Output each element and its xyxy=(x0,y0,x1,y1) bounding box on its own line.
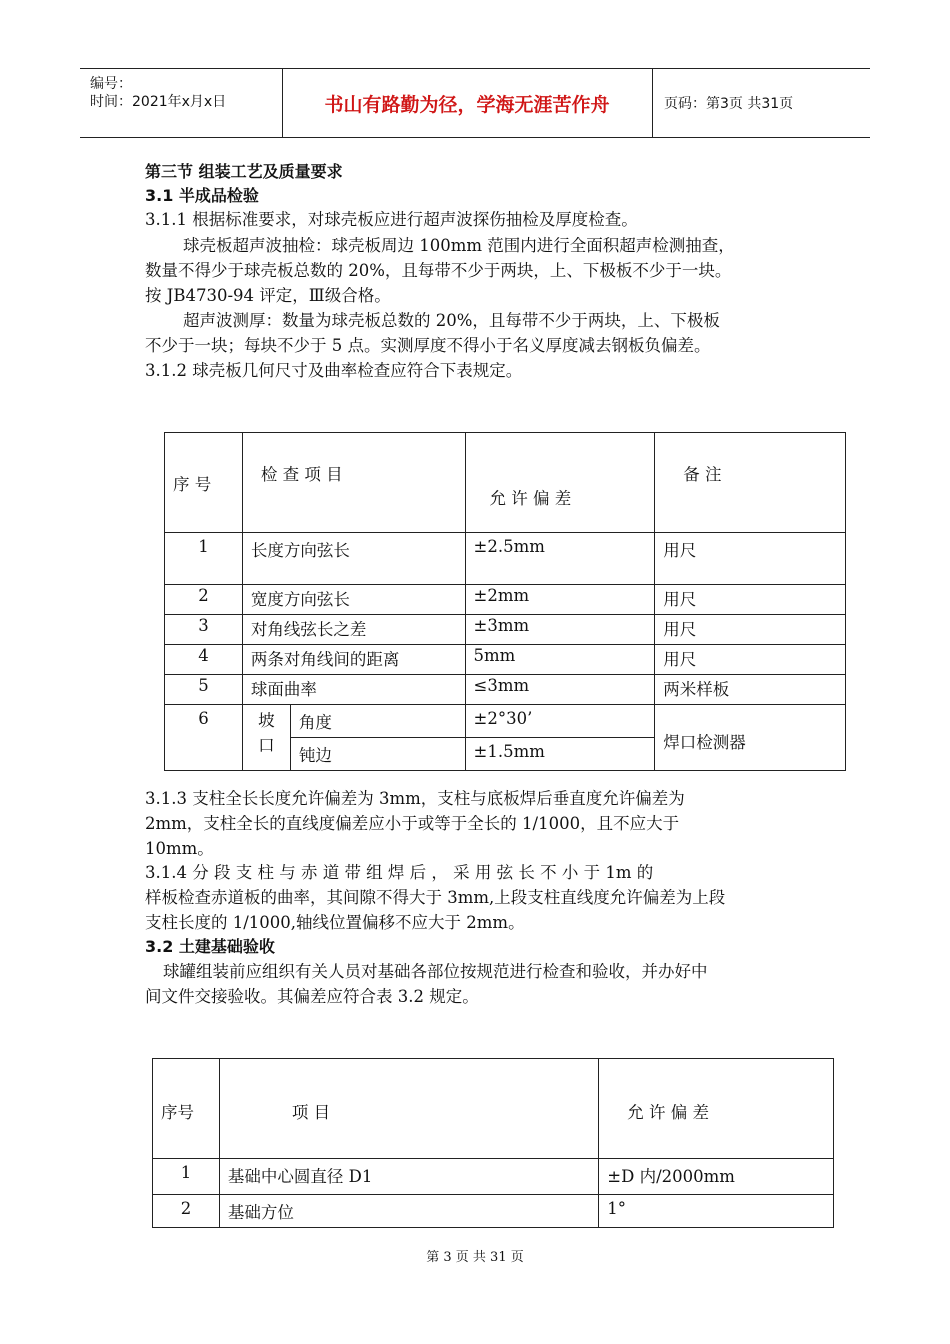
row-item: 宽度方向弦长 xyxy=(250,590,350,609)
col-header-item: 项 目 xyxy=(291,1102,331,1122)
row-item: 基础中心圆直径 D1 xyxy=(227,1167,373,1186)
group-label-1: 坡 xyxy=(258,711,275,730)
row-seq: 2 xyxy=(180,1199,192,1218)
heading-3-2: 3.2 土建基础验收 xyxy=(145,937,275,956)
foundation-table xyxy=(152,1058,834,1228)
col-header-item: 检 查 项 目 xyxy=(260,465,343,484)
para-3-1-4-line3: 支柱长度的 1/1000,轴线位置偏移不应大于 2mm。 xyxy=(145,913,525,932)
row-seq: 6 xyxy=(198,709,209,728)
row-item: 长度方向弦长 xyxy=(250,541,350,560)
col-header-seq: 序号 xyxy=(161,1102,194,1122)
row-item: 基础方位 xyxy=(227,1203,294,1222)
para-ultrasonic-2: 数量不得少于球壳板总数的 20%，且每带不少于两块，上、下极板不少于一块。 xyxy=(145,261,732,280)
col-header-tolerance: 允 许 偏 差 xyxy=(489,489,572,508)
table-header-row xyxy=(165,433,846,533)
row-note: 用尺 xyxy=(663,620,697,639)
row-note: 用尺 xyxy=(663,541,697,560)
table-row xyxy=(165,675,846,705)
para-thickness-1: 超声波测厚：数量为球壳板总数的 20%，且每带不少于两块，上、下极板 xyxy=(183,311,720,330)
row-note: 焊口检测器 xyxy=(663,732,746,752)
para-3-1-3-line3: 10mm。 xyxy=(145,839,214,858)
row-item: 两条对角线间的距离 xyxy=(250,650,400,669)
row-note: 用尺 xyxy=(663,590,697,609)
row-tolerance: ≤3mm xyxy=(473,676,530,695)
row-item: 对角线弦长之差 xyxy=(250,620,367,639)
page-footer: 第 3 页 共 31 页 xyxy=(426,1250,524,1265)
row-tolerance: 1° xyxy=(607,1199,627,1218)
row-note: 两米样板 xyxy=(663,680,730,699)
row-tolerance: ±2mm xyxy=(473,586,530,605)
table-row xyxy=(153,1195,834,1228)
para-3-1-2: 3.1.2 球壳板几何尺寸及曲率检查应符合下表规定。 xyxy=(145,361,523,380)
heading-3-1: 3.1 半成品检验 xyxy=(145,186,259,205)
col-header-note: 备 注 xyxy=(683,465,722,484)
table-row xyxy=(165,705,846,738)
col-header-seq: 序 号 xyxy=(173,474,212,494)
col-header-tolerance: 允 许 偏 差 xyxy=(627,1102,710,1122)
table-header-row xyxy=(153,1059,834,1159)
row-tolerance: ±D 内/2000mm xyxy=(607,1167,735,1186)
row-seq: 1 xyxy=(180,1163,192,1182)
table-row xyxy=(165,533,846,585)
row-subitem: 角度 xyxy=(298,713,332,732)
para-3-1-3-line1: 3.1.3 支柱全长长度允许偏差为 3mm，支柱与底板焊后垂直度允许偏差为 xyxy=(145,789,685,808)
page-header xyxy=(80,68,870,138)
para-3-1-1: 3.1.1 根据标准要求，对球壳板应进行超声波探伤抽检及厚度检查。 xyxy=(145,210,638,229)
row-item: 球面曲率 xyxy=(250,680,317,699)
row-seq: 3 xyxy=(198,616,209,635)
row-seq: 5 xyxy=(198,676,209,695)
plate-inspection-table xyxy=(164,432,846,771)
table-row xyxy=(165,645,846,675)
row-tolerance: ±1.5mm xyxy=(473,742,545,761)
section-title: 第三节 组装工艺及质量要求 xyxy=(145,162,343,181)
row-tolerance: ±2.5mm xyxy=(473,537,545,556)
row-seq: 1 xyxy=(198,537,209,556)
row-seq: 4 xyxy=(198,646,209,665)
row-seq: 2 xyxy=(198,586,209,605)
number-label: 编号： xyxy=(90,76,132,92)
table-row xyxy=(165,615,846,645)
row-tolerance: ±3mm xyxy=(473,616,530,635)
para-3-2-line1: 球罐组装前应组织有关人员对基础各部位按规范进行检查和验收，并办好中 xyxy=(163,962,708,981)
row-note: 用尺 xyxy=(663,650,697,669)
para-3-1-4-line1: 3.1.4 分 段 支 柱 与 赤 道 带 组 焊 后 ， 采 用 弦 长 不 小 于 1m 的 xyxy=(145,863,654,882)
para-ultrasonic-1: 球壳板超声波抽检：球壳板周边 100mm 范围内进行全面积超声检测抽查， xyxy=(183,236,735,255)
group-label-2: 口 xyxy=(258,736,275,755)
header-page-info: 页码：第3页 共31页 xyxy=(664,96,794,112)
header-motto: 书山有路勤为径，学海无涯苦作舟 xyxy=(282,69,653,137)
para-thickness-2: 不少于一块；每块不少于 5 点。实测厚度不得小于名义厚度减去钢板负偏差。 xyxy=(145,336,711,355)
para-3-2-line2: 间文件交接验收。其偏差应符合表 3.2 规定。 xyxy=(145,987,479,1006)
row-subitem: 钝边 xyxy=(298,746,332,765)
row-tolerance: 5mm xyxy=(473,646,516,665)
para-3-1-3-line2: 2mm，支柱全长的直线度偏差应小于或等于全长的 1/1000，且不应大于 xyxy=(145,814,680,833)
para-3-1-4-line2: 样板检查赤道板的曲率，其间隙不得大于 3mm,上段支柱直线度允许偏差为上段 xyxy=(145,888,726,907)
table-row xyxy=(153,1159,834,1195)
header-meta xyxy=(80,69,283,137)
para-ultrasonic-3: 按 JB4730-94 评定，Ⅲ级合格。 xyxy=(145,286,391,305)
table-row xyxy=(165,585,846,615)
date-label: 时间：2021年x月x日 xyxy=(90,94,227,110)
row-tolerance: ±2°30’ xyxy=(473,709,533,728)
